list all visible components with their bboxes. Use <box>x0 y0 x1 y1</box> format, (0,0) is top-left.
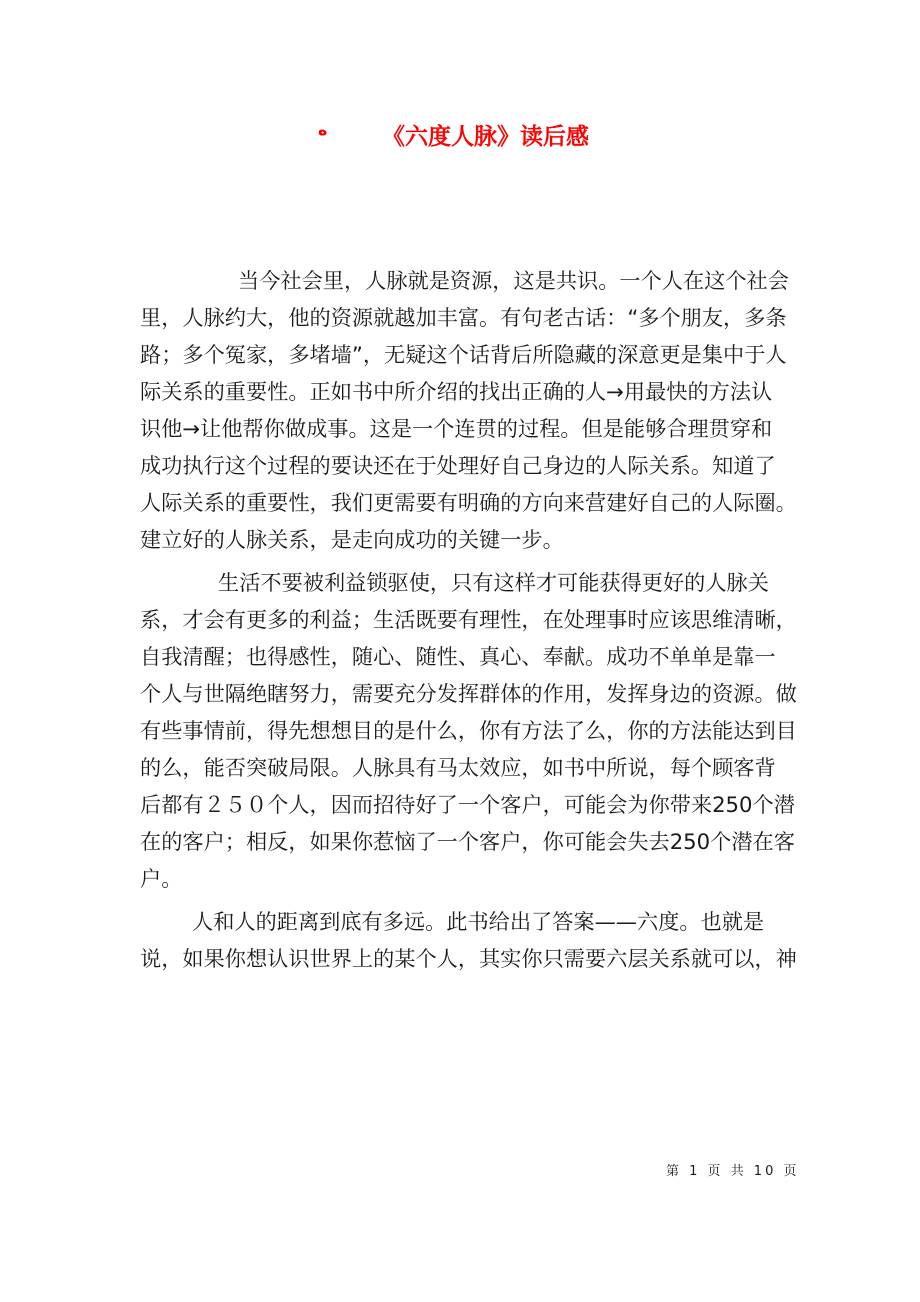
page-footer: 第 1 页 共 10 页 <box>666 1164 800 1179</box>
paragraph-line: 的么，能否突破局限。人脉具有马太效应，如书中所说，每个顾客背 <box>140 755 776 780</box>
paragraph-line: 里，人脉约大，他的资源就越加丰富。有句老古话：“多个朋友，多条 <box>140 305 787 330</box>
title-text: 《六度人脉》读后感 <box>382 124 589 150</box>
paragraph-3 <box>140 903 797 977</box>
paragraph-line: 人和人的距离到底有多远。此书给出了答案——六度。也就是 <box>192 909 765 934</box>
paragraph-line: 建立好的人脉关系，是走向成功的关键一步。 <box>140 527 564 552</box>
paragraph-line: 生活不要被利益锁驱使，只有这样才可能获得更好的人脉关 <box>218 570 769 595</box>
paragraph-2 <box>140 564 797 897</box>
paragraph-1 <box>140 262 797 558</box>
paragraph-line: 成功执行这个过程的要诀还在于处理好自己身边的人际关系。知道了 <box>140 453 776 478</box>
paragraph-line: 户。 <box>140 866 183 891</box>
paragraph-line: 有些事情前，得先想想目的是什么，你有方法了么，你的方法能达到目 <box>140 718 797 743</box>
paragraph-line: 在的客户；相反，如果你惹恼了一个客户，你可能会失去250个潜在客 <box>140 829 795 854</box>
paragraph-line: 际关系的重要性。正如书中所介绍的找出正确的人→用最快的方法认 <box>140 379 773 404</box>
paragraph-line: 识他→让他帮你做成事。这是一个连贯的过程。但是能够合理贯穿和 <box>140 416 773 441</box>
paragraph-line: 系，才会有更多的利益；生活既要有理性，在处理事时应该思维清晰， <box>140 607 797 632</box>
title-mark: ه <box>318 120 328 139</box>
paragraph-line: 后都有２５０个人，因而招待好了一个客户，可能会为你带来250个潜 <box>140 792 795 817</box>
document-body <box>140 262 797 977</box>
paragraph-line: 自我清醒；也得感性，随心、随性、真心、奉献。成功不单单是靠一 <box>140 644 776 669</box>
paragraph-line: 人际关系的重要性，我们更需要有明确的方向来营建好自己的人际圈。 <box>140 490 797 515</box>
paragraph-line: 当今社会里，人脉就是资源，这是共识。一个人在这个社会 <box>238 268 789 293</box>
paragraph-line: 路；多个冤家，多堵墙”，无疑这个话背后所隐藏的深意更是集中于人 <box>140 342 787 367</box>
paragraph-line: 个人与世隔绝瞎努力，需要充分发挥群体的作用，发挥身边的资源。做 <box>140 681 797 706</box>
paragraph-line: 说，如果你想认识世界上的某个人，其实你只需要六层关系就可以，神 <box>140 946 797 971</box>
document-title <box>0 118 920 154</box>
